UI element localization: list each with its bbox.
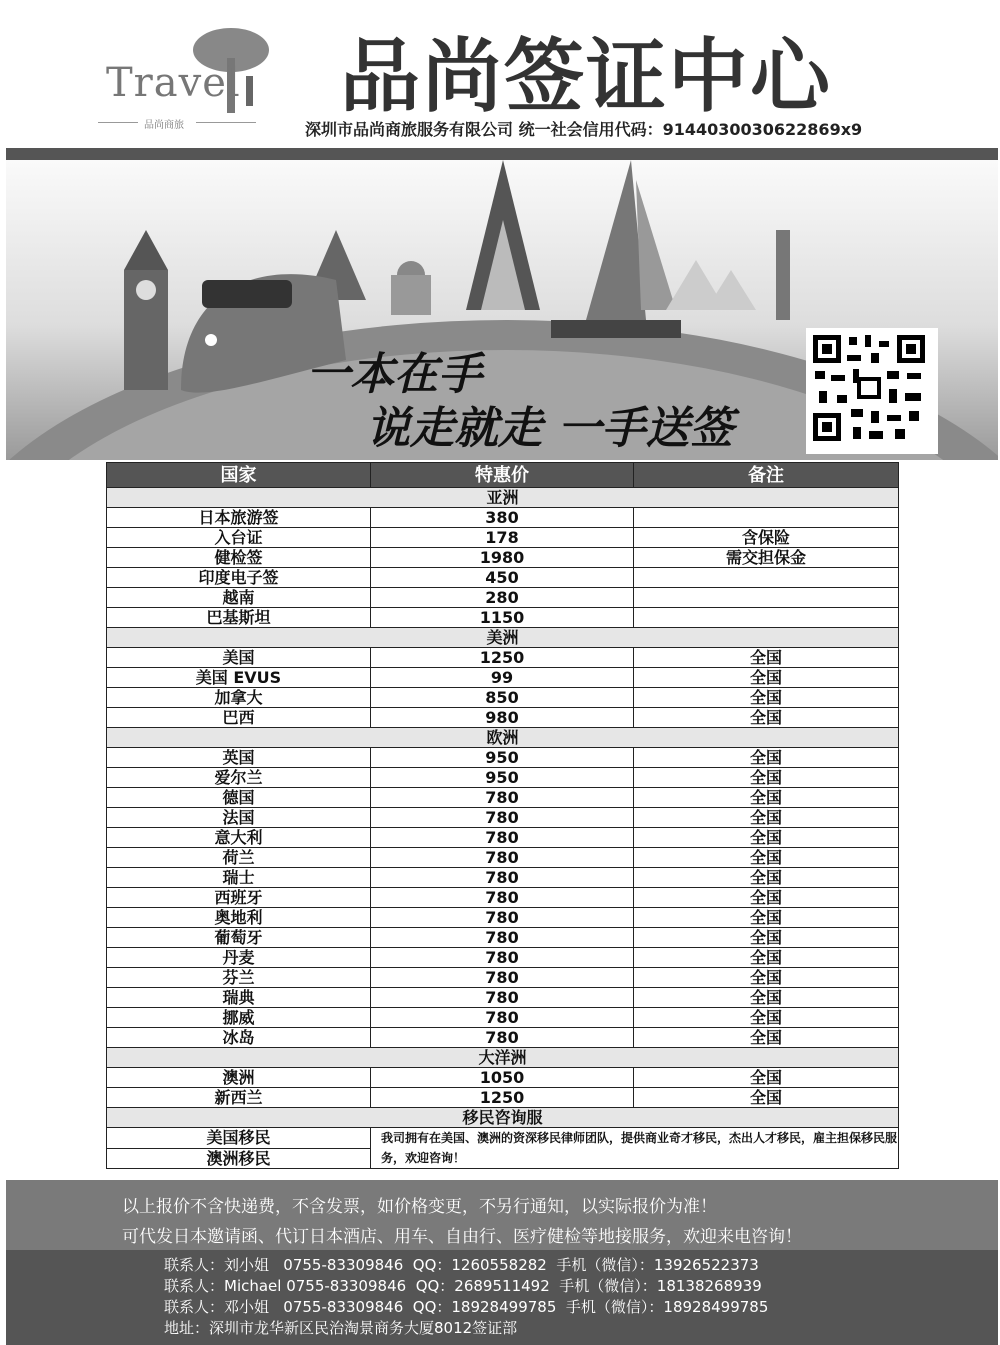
note-cell: 全国 xyxy=(634,868,899,888)
table-row xyxy=(107,508,899,528)
table-row xyxy=(107,888,899,908)
note-cell xyxy=(634,508,899,528)
table-row xyxy=(107,708,899,728)
contact-line: 联系人：邓小姐 0755-83309846 QQ：18928499785 手机（微信）：18928499785 xyxy=(164,1298,769,1316)
note-cell: 全国 xyxy=(634,888,899,908)
logo-text: Travel xyxy=(106,60,241,106)
table-row xyxy=(107,848,899,868)
table-row xyxy=(107,1068,899,1088)
price-cell: 1250 xyxy=(371,1088,634,1108)
note-cell: 全国 xyxy=(634,988,899,1008)
table-row xyxy=(107,868,899,888)
visa-price-table xyxy=(106,462,899,1169)
country-cell: 爱尔兰 xyxy=(107,768,371,788)
page-title: 品尚签证中心 xyxy=(340,30,832,123)
table-row xyxy=(107,808,899,828)
region-row xyxy=(107,1048,899,1068)
region-label: 移民咨询服 xyxy=(107,1108,899,1128)
address-line: 地址：深圳市龙华新区民治淘景商务大厦8012签证部 xyxy=(164,1319,518,1337)
note-cell: 全国 xyxy=(634,908,899,928)
note-cell: 全国 xyxy=(634,748,899,768)
contact-line: 联系人：Michael 0755-83309846 QQ：2689511492 手机（微信）：18138268939 xyxy=(164,1277,762,1295)
price-cell: 780 xyxy=(371,788,634,808)
price-cell: 780 xyxy=(371,848,634,868)
country-cell: 美国 EVUS xyxy=(107,668,371,688)
region-label: 欧洲 xyxy=(107,728,899,748)
price-cell: 780 xyxy=(371,828,634,848)
note-cell: 全国 xyxy=(634,828,899,848)
note-cell: 全国 xyxy=(634,848,899,868)
travel-banner xyxy=(6,160,998,460)
table-row xyxy=(107,908,899,928)
company-line: 深圳市品尚商旅服务有限公司 统一社会信用代码：9144030030622869x9 xyxy=(305,120,863,139)
region-row xyxy=(107,1108,899,1128)
country-cell: 荷兰 xyxy=(107,848,371,868)
immigration-description: 我司拥有在美国、澳洲的资深移民律师团队，提供商业奇才移民，杰出人才移民，雇主担保移民服务，欢迎咨询！ xyxy=(371,1128,899,1169)
country-cell: 巴西 xyxy=(107,708,371,728)
country-cell: 西班牙 xyxy=(107,888,371,908)
country-cell: 新西兰 xyxy=(107,1088,371,1108)
logo-subtitle: 品尚商旅 xyxy=(144,120,184,131)
logo-divider xyxy=(196,122,256,123)
note-cell: 全国 xyxy=(634,1008,899,1028)
table-row xyxy=(107,548,899,568)
country-cell: 法国 xyxy=(107,808,371,828)
qr-code-icon xyxy=(809,331,929,445)
price-cell: 780 xyxy=(371,868,634,888)
table-row xyxy=(107,608,899,628)
country-cell: 德国 xyxy=(107,788,371,808)
price-cell: 280 xyxy=(371,588,634,608)
note-cell: 含保险 xyxy=(634,528,899,548)
price-cell: 99 xyxy=(371,668,634,688)
table-row xyxy=(107,1008,899,1028)
price-cell: 950 xyxy=(371,768,634,788)
table-row xyxy=(107,828,899,848)
table-row xyxy=(107,668,899,688)
price-cell: 780 xyxy=(371,908,634,928)
price-cell: 1050 xyxy=(371,1068,634,1088)
price-cell: 1980 xyxy=(371,548,634,568)
note-cell: 全国 xyxy=(634,688,899,708)
table-row xyxy=(107,1128,899,1149)
country-cell: 丹麦 xyxy=(107,948,371,968)
country-cell: 奥地利 xyxy=(107,908,371,928)
country-cell: 美国 xyxy=(107,648,371,668)
table-row xyxy=(107,788,899,808)
country-cell: 澳洲移民 xyxy=(107,1148,371,1169)
table-row xyxy=(107,568,899,588)
country-cell: 意大利 xyxy=(107,828,371,848)
header-price: 特惠价 xyxy=(371,463,634,488)
table-row xyxy=(107,968,899,988)
contact-line: 联系人：刘小姐 0755-83309846 QQ：1260558282 手机（微信）：13926522373 xyxy=(164,1256,759,1274)
note-cell: 全国 xyxy=(634,668,899,688)
table-row xyxy=(107,528,899,548)
country-cell: 冰岛 xyxy=(107,1028,371,1048)
region-label: 亚洲 xyxy=(107,488,899,508)
note-cell: 全国 xyxy=(634,648,899,668)
country-cell: 越南 xyxy=(107,588,371,608)
note-cell: 全国 xyxy=(634,928,899,948)
country-cell: 巴基斯坦 xyxy=(107,608,371,628)
header-divider-bar xyxy=(6,148,998,160)
table-row xyxy=(107,688,899,708)
price-cell: 450 xyxy=(371,568,634,588)
price-cell: 780 xyxy=(371,1008,634,1028)
note-cell: 全国 xyxy=(634,1028,899,1048)
note-cell: 全国 xyxy=(634,948,899,968)
note-cell: 全国 xyxy=(634,1088,899,1108)
table-row xyxy=(107,948,899,968)
country-cell: 芬兰 xyxy=(107,968,371,988)
country-cell: 加拿大 xyxy=(107,688,371,708)
note-cell xyxy=(634,568,899,588)
qr-code[interactable] xyxy=(806,328,938,454)
region-label: 美洲 xyxy=(107,628,899,648)
price-cell: 178 xyxy=(371,528,634,548)
price-cell: 850 xyxy=(371,688,634,708)
region-row xyxy=(107,728,899,748)
slogan-line-2: 说走就走 一手送签 xyxy=(366,403,734,454)
footer-notice xyxy=(6,1180,998,1250)
country-cell: 美国移民 xyxy=(107,1128,371,1149)
price-cell: 780 xyxy=(371,928,634,948)
notice-line-2: 可代发日本邀请函、代订日本酒店、用车、自由行、医疗健检等地接服务，欢迎来电咨询！ xyxy=(122,1227,802,1247)
price-cell: 980 xyxy=(371,708,634,728)
table-row xyxy=(107,1028,899,1048)
table-row xyxy=(107,588,899,608)
note-cell: 全国 xyxy=(634,808,899,828)
header xyxy=(0,0,1000,148)
region-label: 大洋洲 xyxy=(107,1048,899,1068)
price-cell: 780 xyxy=(371,1028,634,1048)
country-cell: 瑞士 xyxy=(107,868,371,888)
country-cell: 健检签 xyxy=(107,548,371,568)
header-country: 国家 xyxy=(107,463,371,488)
table-row xyxy=(107,988,899,1008)
country-cell: 印度电子签 xyxy=(107,568,371,588)
table-row xyxy=(107,928,899,948)
table-header-row xyxy=(107,463,899,488)
table-row xyxy=(107,648,899,668)
price-cell: 1150 xyxy=(371,608,634,628)
footer-contacts xyxy=(6,1250,998,1345)
logo-divider xyxy=(98,122,138,123)
note-cell: 全国 xyxy=(634,708,899,728)
price-cell: 780 xyxy=(371,888,634,908)
note-cell: 需交担保金 xyxy=(634,548,899,568)
note-cell: 全国 xyxy=(634,968,899,988)
note-cell: 全国 xyxy=(634,1068,899,1088)
price-cell: 950 xyxy=(371,748,634,768)
price-cell: 780 xyxy=(371,968,634,988)
note-cell: 全国 xyxy=(634,768,899,788)
note-cell xyxy=(634,608,899,628)
price-cell: 380 xyxy=(371,508,634,528)
note-cell xyxy=(634,588,899,608)
country-cell: 葡萄牙 xyxy=(107,928,371,948)
region-row xyxy=(107,628,899,648)
country-cell: 澳洲 xyxy=(107,1068,371,1088)
notice-line-1: 以上报价不含快递费，不含发票，如价格变更，不另行通知，以实际报价为准！ xyxy=(122,1197,717,1217)
table-row xyxy=(107,748,899,768)
slogan-line-1: 一本在手 xyxy=(306,349,482,400)
travel-logo xyxy=(96,18,276,133)
note-cell: 全国 xyxy=(634,788,899,808)
price-cell: 780 xyxy=(371,808,634,828)
table-row xyxy=(107,768,899,788)
country-cell: 英国 xyxy=(107,748,371,768)
header-note: 备注 xyxy=(634,463,899,488)
country-cell: 瑞典 xyxy=(107,988,371,1008)
price-cell: 780 xyxy=(371,948,634,968)
region-row xyxy=(107,488,899,508)
country-cell: 挪威 xyxy=(107,1008,371,1028)
price-cell: 1250 xyxy=(371,648,634,668)
table-row xyxy=(107,1088,899,1108)
country-cell: 入台证 xyxy=(107,528,371,548)
country-cell: 日本旅游签 xyxy=(107,508,371,528)
price-cell: 780 xyxy=(371,988,634,1008)
